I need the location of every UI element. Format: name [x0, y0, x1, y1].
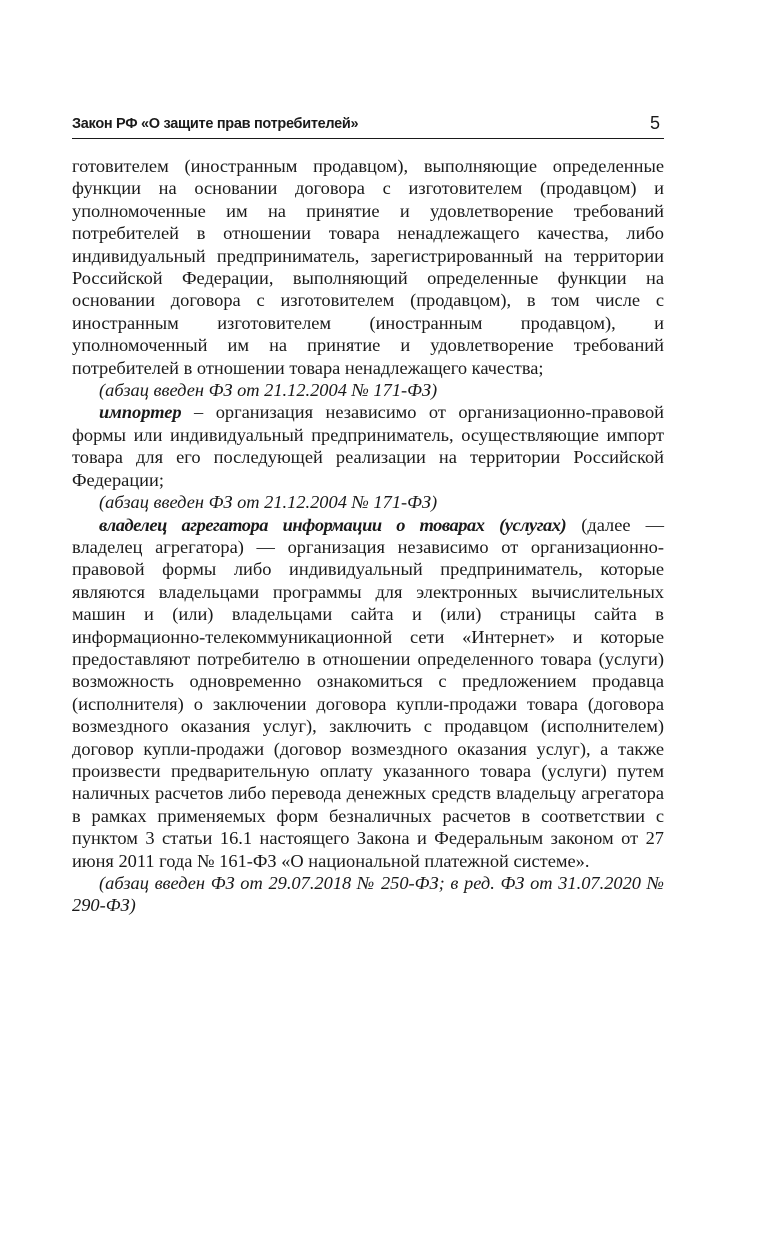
running-title: Закон РФ «О защите прав потребителей»	[72, 116, 359, 132]
definition-text: (далее — владелец агрегатора) — организация независимо от организационно-правовой формы либо индивидуальный предприниматель, которые являются владельцами программы для электронных вычислительных машин и (или) владельцами сайта и (или) страницы сайта в информационно-телекоммуникационной сети «Интернет» и которые предоставляют потребителю в отношении определенного товара (услуги) возможность одновременно ознакомиться с предложением продавца (исполнителя) о заключении договора купли-продажи товара (договора возмездного оказания услуг), заключить с продавцом (исполнителем) договор купли-продажи (договор возмездного оказания услуг), а также произвести предварительную оплату указанного товара (услуги) путем наличных расчетов либо перевода денежных средств владельцу агрегатора в рамках применяемых форм безналичных расчетов в соответствии с пунктом 3 статьи 16.1 настоящего Закона и Федеральным законом от 27 июня 2011 года № 161-ФЗ «О национальной платежной системе».	[72, 514, 664, 871]
running-header	[72, 112, 664, 139]
page-number: 5	[649, 113, 660, 133]
paragraph-continuation: готовителем (иностранным продавцом), выполняющие определенные функции на основании договора с изготовителем (продавцом) и уполномоченные им на принятие и удовлетворение требований потребителей в отношении товара ненадлежащего качества, либо индивидуальный предприниматель, зарегистрированный на территории Российской Федерации, выполняющий определенные функции на основании договора с изготовителем (продавцом), в том числе с иностранным изготовителем (иностранным продавцом), и уполномоченный им на принятие и удовлетворение требований потребителей в отношении товара ненадлежащего качества;	[72, 156, 664, 378]
amendment-note: (абзац введен ФЗ от 21.12.2004 № 171-ФЗ)	[99, 492, 438, 513]
definition-aggregator-owner	[72, 514, 664, 873]
defined-term: владелец агрегатора информации о товарах (услугах)	[99, 514, 567, 535]
definition-text: – организация независимо от организационно-правовой формы или индивидуальный предприниматель, осуществляющие импорт товара для его последующей реализации на территории Российской Федерации;	[72, 402, 664, 490]
document-page	[72, 112, 664, 917]
defined-term: импортер	[99, 402, 182, 423]
body-text	[72, 155, 664, 917]
amendment-note: (абзац введен ФЗ от 29.07.2018 № 250-ФЗ; в ред. ФЗ от 31.07.2020 № 290-ФЗ)	[72, 873, 664, 916]
definition-importer	[72, 401, 664, 491]
amendment-note: (абзац введен ФЗ от 21.12.2004 № 171-ФЗ)	[99, 380, 438, 401]
